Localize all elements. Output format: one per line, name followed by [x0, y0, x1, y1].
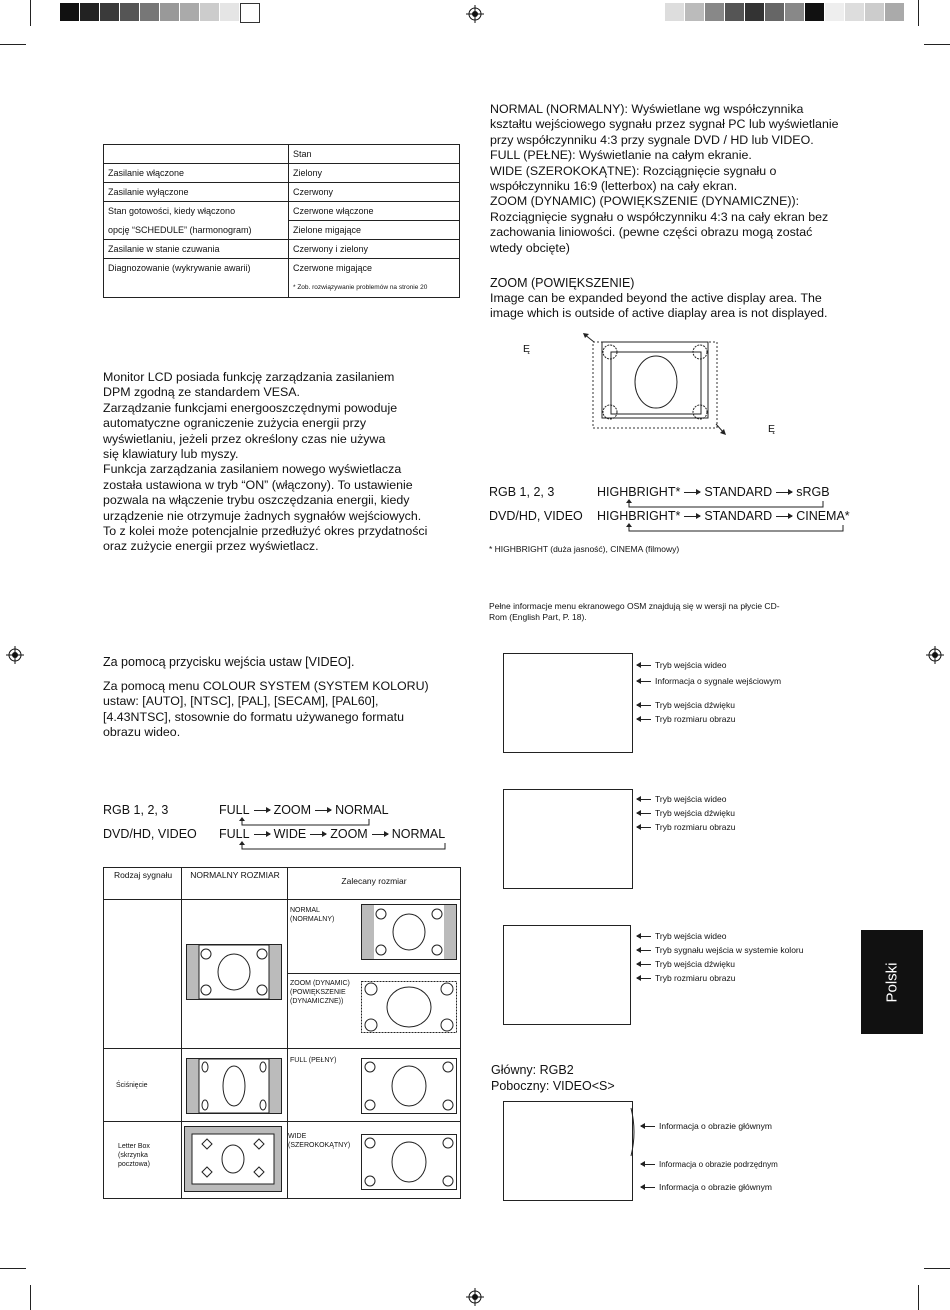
table-cell: Zasilanie włączone: [104, 164, 289, 183]
grayscale-bar-left: [60, 3, 260, 21]
zoom-mark-a: Ę: [523, 343, 531, 355]
crop-mark: [918, 1285, 919, 1310]
picture-flow-rgb: HIGHBRIGHT* STANDARD sRGB: [597, 485, 830, 499]
size-flow-rgb-label: RGB 1, 2, 3: [103, 803, 169, 817]
dpm-paragraph: Monitor LCD posiada funkcję zarządzania zasilaniem DPM zgodną ze standardem VESA. Zarządzanie funkcjami energooszczędnymi powoduje automatyczne ograniczenie zużycia energii przy wyświetlaniu, jeżeli przez określony czas nie używa się klawiatury lub myszy. Funkcja zarządzania zasilaniem nowego wyświetlacza została ustawiona w tryb “ON” (włączony). To ustawienie pozwala na włączenie trybu oszczędzania energii, kiedy urządzenie nie otrzymuje żadnych sygnałów wejściowych. To z kolei może potencjalnie przedłużyć okres przydatności oraz zużycie energii przez wyświetlacz.: [103, 370, 428, 554]
crop-mark: [924, 1268, 950, 1269]
table-header: Stan: [289, 145, 460, 164]
colour-system-paragraph: Za pomocą menu COLOUR SYSTEM (SYSTEM KOLORU) ustaw: [AUTO], [NTSC], [PAL], [SECAM], [PAL60], [4.43NTSC], stosownie do formatu używanego formatu obrazu wideo.: [103, 679, 429, 740]
col-header-signal: Rodzaj sygnału: [113, 870, 173, 880]
table-cell: Zielone migające: [289, 221, 460, 240]
table-cell: opcję “SCHEDULE” (harmonogram): [104, 221, 289, 240]
table-cell: Zasilanie wyłączone: [104, 183, 289, 202]
size-modes-paragraph: NORMAL (NORMALNY): Wyświetlane wg współczynnika kształtu wejściowego sygnału przez sygnał PC lub wyświetlanie przy współczynniku 4:3 przy sygnale DVD / HD lub VIDEO. FULL (PEŁNE): Wyświetlanie na całym ekranie. WIDE (SZEROKOKĄTNE): Rozciągnięcie sygnału o współczynniku 16:9 (letterbox) na cały ekran. ZOOM (DYNAMIC) (POWIĘKSZENIE (DYNAMICZNE)): Rozciągnięcie sygnału o współczynniku 4:3 na cały ekran bez zachowania liniowości. (pewne części obrazu mogą zostać wtedy obcięte): [490, 102, 839, 255]
table-footnote: * Zob. rozwiązywanie problemów na stronie 20: [289, 277, 460, 298]
table-cell: Czerwone migające: [289, 259, 460, 278]
letterbox-label: Letter Box (skrzynka pocztowa): [118, 1143, 150, 1168]
pip-screen: [503, 1101, 633, 1201]
picture-flow-note: * HIGHBRIGHT (duża jasność), CINEMA (filmowy): [489, 544, 680, 554]
squeeze-label: Ściśnięcie: [116, 1082, 148, 1089]
loop-arrow-icon: [623, 523, 848, 533]
wide-result-illustration: [361, 1134, 457, 1190]
table-cell: Czerwony i zielony: [289, 240, 460, 259]
osd-screen-1: [503, 653, 633, 753]
osd-screen-2: [503, 789, 633, 889]
zoom-text: Image can be expanded beyond the active display area. The image which is outside of active diaplay area is not displayed.: [490, 291, 828, 321]
pip-label-main-1: Informacja o obrazie głównym: [641, 1121, 772, 1132]
osm-note: Pełne informacje menu ekranowego OSM znajdują się w wersji na płycie CD- Rom (English Part, P. 18).: [489, 601, 780, 622]
picture-flow-dvd: HIGHBRIGHT* STANDARD CINEMA*: [597, 509, 850, 523]
power-indicator-table: [103, 144, 460, 298]
registration-mark-icon: [466, 5, 484, 23]
grayscale-bar-right: [665, 3, 905, 21]
table-cell: Diagnozowanie (wykrywanie awarii): [104, 259, 289, 298]
pip-bracket-icon: [630, 1107, 638, 1157]
video-input-text: Za pomocą przycisku wejścia ustaw [VIDEO].: [103, 655, 355, 669]
size-flow-rgb: FULL ZOOM NORMAL: [219, 803, 389, 817]
pip-sub-label: Poboczny: VIDEO<S>: [491, 1079, 615, 1093]
registration-mark-icon: [6, 646, 24, 664]
crop-mark: [918, 0, 919, 26]
col-header-recommended: Zalecany rozmiar: [341, 876, 407, 886]
crop-mark: [924, 44, 950, 45]
crop-mark: [0, 44, 26, 45]
registration-mark-icon: [926, 646, 944, 664]
zoom-expand-illustration: [580, 332, 730, 438]
zoom-mark-b: Ę: [768, 423, 776, 435]
pip-main-label: Główny: RGB2: [491, 1063, 574, 1077]
table-cell: Czerwony: [289, 183, 460, 202]
table-row: [104, 202, 460, 221]
zoom-title: ZOOM (POWIĘKSZENIE): [490, 276, 635, 290]
loop-arrow-icon: [623, 499, 828, 509]
osd-screen-3-labels: Tryb wejścia wideo Tryb sygnału wejścia w systemie koloru Tryb wejścia dźwięku Tryb rozmiaru obrazu: [637, 929, 803, 985]
loop-arrow-icon: [235, 817, 375, 827]
size-flow-dvd: FULL WIDE ZOOM NORMAL: [219, 827, 446, 841]
pip-label-main-2: Informacja o obrazie głównym: [641, 1182, 772, 1193]
aspect-ratio-table: [103, 867, 461, 1199]
normal-size-illustration: [186, 944, 282, 1000]
osd-screen-2-labels: Tryb wejścia wideo Tryb wejścia dźwięku Tryb rozmiaru obrazu: [637, 792, 735, 834]
table-cell: Zasilanie w stanie czuwania: [104, 240, 289, 259]
squeeze-normal-illustration: [186, 1058, 282, 1114]
table-cell: Czerwone włączone: [289, 202, 460, 221]
full-label: FULL (PEŁNY): [290, 1057, 337, 1064]
crop-mark: [30, 1285, 31, 1310]
col-header-normal: NORMALNY ROZMIAR: [190, 870, 280, 880]
language-tab: Polski: [861, 930, 923, 1034]
table-cell: Zielony: [289, 164, 460, 183]
full-result-illustration: [361, 1058, 457, 1114]
table-row: [104, 240, 460, 259]
table-row: [104, 183, 460, 202]
picture-flow-rgb-label: RGB 1, 2, 3: [489, 485, 555, 499]
loop-arrow-icon: [235, 841, 450, 851]
zoom-result-illustration: [361, 981, 457, 1033]
crop-mark: [0, 1268, 26, 1269]
table-row: [104, 259, 460, 278]
osd-screen-3: [503, 925, 631, 1025]
table-cell: Stan gotowości, kiedy włączono: [104, 202, 289, 221]
registration-mark-icon: [466, 1288, 484, 1306]
pip-label-sub: Informacja o obrazie podrzędnym: [641, 1160, 778, 1169]
size-flow-dvd-label: DVD/HD, VIDEO: [103, 827, 197, 841]
table-row: [104, 221, 460, 240]
picture-flow-dvd-label: DVD/HD, VIDEO: [489, 509, 583, 523]
normal-label: NORMAL (NORMALNY): [290, 907, 335, 923]
wide-label: WIDE (SZEROKOKĄTNY): [288, 1133, 351, 1149]
zoom-label: ZOOM (DYNAMIC) (POWIĘKSZENIE (DYNAMICZNE)): [290, 980, 350, 1005]
letterbox-normal-illustration: [184, 1126, 282, 1192]
crop-mark: [30, 0, 31, 26]
table-row: [104, 164, 460, 183]
normal-result-illustration: [361, 904, 457, 960]
osd-screen-1-labels: Tryb wejścia wideo Informacja o sygnale wejściowym Tryb wejścia dźwięku Tryb rozmiaru obrazu: [637, 658, 781, 726]
